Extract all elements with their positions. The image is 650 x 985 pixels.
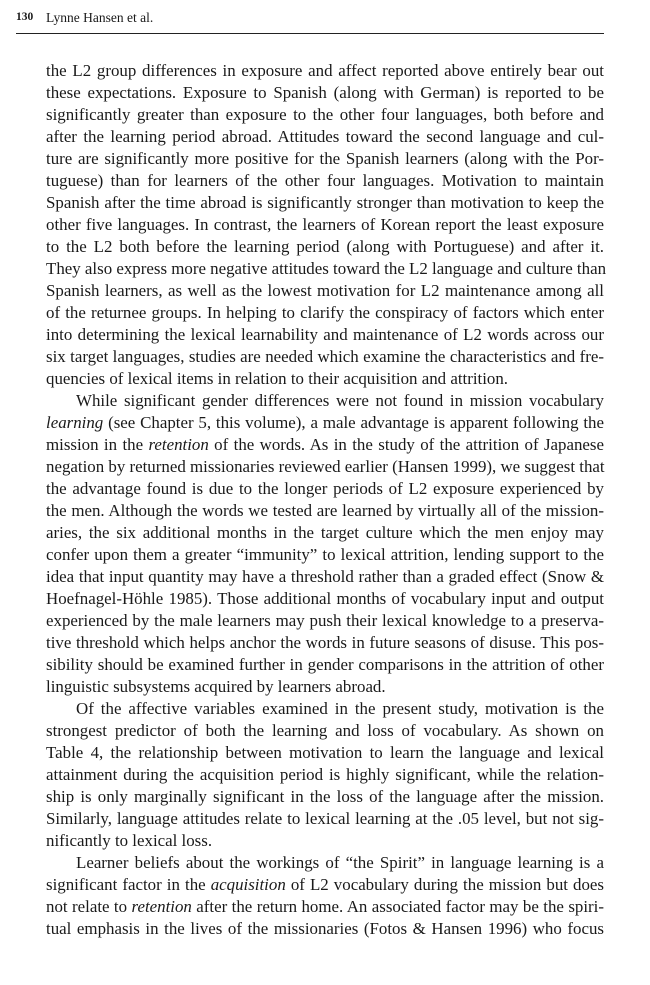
text-line: [46, 456, 604, 478]
italic-text: learning: [46, 413, 104, 432]
text-segment: into determining the lexical learnability and maintenance of L2 words across our: [46, 325, 604, 344]
text-line: [46, 60, 604, 82]
paragraph: [46, 698, 604, 852]
text-segment: after the learning period abroad. Attitudes toward the second language and cul-: [46, 127, 604, 146]
text-segment: ship is only marginally significant in the loss of the language after the mission.: [46, 787, 604, 806]
text-line: [46, 808, 604, 830]
text-line: [46, 874, 604, 896]
text-segment: Of the affective variables examined in the present study, motivation is the: [76, 699, 604, 718]
text-line: [46, 632, 604, 654]
text-segment: of the words. As in the study of the attrition of Japanese: [208, 435, 604, 454]
text-segment: the men. Although the words we tested are learned by virtually all of the mission-: [46, 501, 604, 520]
paragraph: [46, 390, 604, 698]
body-text: [46, 60, 607, 940]
text-segment: of the returnee groups. In helping to clarify the conspiracy of factors which enter: [46, 303, 604, 322]
text-line: [46, 302, 604, 324]
text-segment: ture are significantly more positive for the Spanish learners (along with the Por-: [46, 149, 604, 168]
text-segment: Hoefnagel-Höhle 1985). Those additional months of vocabulary input and output: [46, 589, 604, 608]
text-segment: tive threshold which helps anchor the words in future seasons of disuse. This pos-: [46, 633, 604, 652]
text-line: [46, 852, 604, 874]
text-segment: Learner beliefs about the workings of “the Spirit” in language learning is a: [76, 853, 604, 872]
running-head: [16, 9, 604, 34]
text-segment: They also express more negative attitudes toward the L2 language and culture than: [46, 259, 607, 278]
text-line: [46, 346, 604, 368]
text-line: [46, 566, 604, 588]
text-segment: not relate to: [46, 897, 132, 916]
text-segment: these expectations. Exposure to Spanish (along with German) is reported to be: [46, 83, 604, 102]
text-segment: confer upon them a greater “immunity” to lexical attrition, lending support to the: [46, 545, 604, 564]
text-line: [46, 82, 604, 104]
text-segment: significant factor in the: [46, 875, 211, 894]
text-segment: Similarly, language attitudes relate to lexical learning at the .05 level, but not sig-: [46, 809, 604, 828]
text-line: [46, 324, 604, 346]
text-line: [46, 764, 604, 786]
text-segment: to the L2 both before the learning period (along with Portuguese) and after it.: [46, 237, 604, 256]
text-line: [46, 126, 604, 148]
text-segment: While significant gender differences were not found in mission vocabulary: [76, 391, 604, 410]
text-line: [46, 368, 604, 390]
text-line: [46, 258, 607, 280]
text-segment: aries, the six additional months in the target culture which the men enjoy may: [46, 523, 604, 542]
text-line: [46, 434, 604, 456]
text-line: [46, 676, 604, 698]
italic-text: acquisition: [210, 875, 286, 894]
text-line: [46, 720, 604, 742]
text-line: [46, 610, 604, 632]
text-segment: quencies of lexical items in relation to their acquisition and attrition.: [46, 369, 509, 388]
text-segment: after the return home. An associated factor may be the spiri-: [191, 897, 604, 916]
text-segment: (see Chapter 5, this volume), a male advantage is apparent following the: [103, 413, 604, 432]
text-line: [46, 786, 604, 808]
paragraph: [46, 60, 607, 390]
text-segment: idea that input quantity may have a threshold rather than a graded effect (Snow &: [46, 567, 604, 586]
text-line: [46, 214, 604, 236]
text-segment: the L2 group differences in exposure and affect reported above entirely bear out: [46, 61, 604, 80]
text-segment: Table 4, the relationship between motivation to learn the language and lexical: [46, 743, 604, 762]
text-segment: six target languages, studies are needed which examine the characteristics and fre-: [46, 347, 604, 366]
text-segment: strongest predictor of both the learning and loss of vocabulary. As shown on: [46, 721, 604, 740]
text-line: [46, 412, 604, 434]
text-segment: negation by returned missionaries reviewed earlier (Hansen 1999), we suggest that: [46, 457, 605, 476]
text-segment: attainment during the acquisition period is highly significant, while the relation-: [46, 765, 604, 784]
text-line: [46, 390, 604, 412]
text-line: [46, 280, 604, 302]
page-number: 130: [16, 11, 34, 23]
text-segment: other five languages. In contrast, the learners of Korean report the least exposure: [46, 215, 604, 234]
text-line: [46, 588, 604, 610]
text-segment: significantly greater than exposure to the other four languages, both before and: [46, 105, 604, 124]
text-segment: experienced by the male learners may push their lexical knowledge to a preserva-: [46, 611, 604, 630]
text-line: [46, 544, 604, 566]
text-line: [46, 918, 604, 940]
text-line: [46, 192, 604, 214]
text-line: [46, 236, 604, 258]
italic-text: retention: [148, 435, 209, 454]
text-segment: tual emphasis in the lives of the missionaries (Fotos & Hansen 1996) who focus: [46, 919, 604, 938]
text-line: [46, 742, 604, 764]
text-line: [46, 170, 604, 192]
text-line: [46, 830, 604, 852]
text-segment: mission in the: [46, 435, 149, 454]
text-segment: nificantly to lexical loss.: [46, 831, 213, 850]
text-segment: the advantage found is due to the longer periods of L2 exposure experienced by: [46, 479, 604, 498]
text-segment: tuguese) than for learners of the other four languages. Motivation to maintain: [46, 171, 604, 190]
text-segment: sibility should be examined further in gender comparisons in the attrition of other: [46, 655, 604, 674]
text-line: [46, 698, 604, 720]
text-line: [46, 104, 604, 126]
text-line: [46, 896, 604, 918]
text-line: [46, 522, 604, 544]
paragraph: [46, 852, 604, 940]
running-head-author: Lynne Hansen et al.: [46, 10, 154, 25]
text-segment: of L2 vocabulary during the mission but does: [285, 875, 604, 894]
text-segment: Spanish learners, as well as the lowest motivation for L2 maintenance among all: [46, 281, 604, 300]
italic-text: retention: [131, 897, 192, 916]
text-line: [46, 478, 604, 500]
text-line: [46, 500, 604, 522]
text-segment: linguistic subsystems acquired by learners abroad.: [46, 677, 386, 696]
text-line: [46, 654, 604, 676]
text-line: [46, 148, 604, 170]
text-segment: Spanish after the time abroad is significantly stronger than motivation to keep the: [46, 193, 604, 212]
